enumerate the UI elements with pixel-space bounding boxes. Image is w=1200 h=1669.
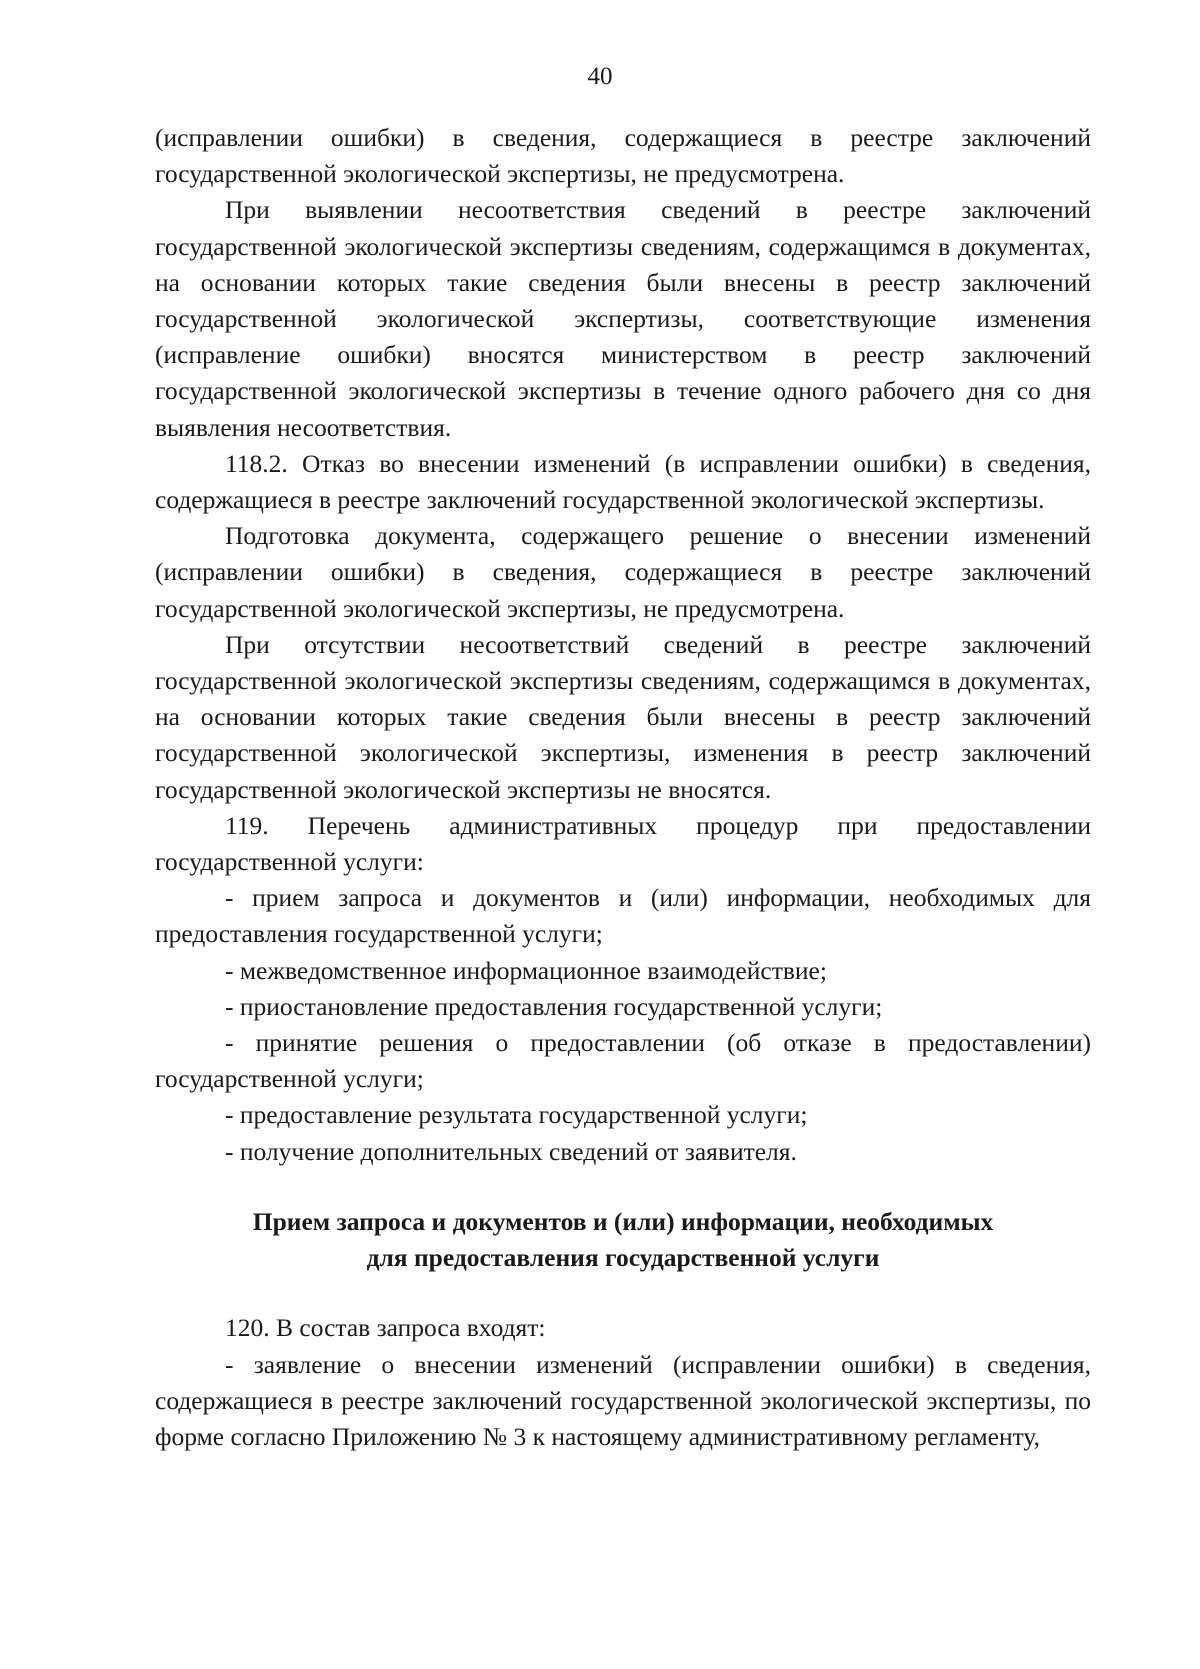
paragraph: 119. Перечень административных процедур при предоставлении государственной услуги: [155, 810, 1091, 877]
paragraph: При отсутствии несоответствий сведений в реестре заключений государственной экологической экспертизы сведениям, содержащимся в документах, на основании которых такие сведения были внесены в реестр заключений государственной экологической экспертизы, изменения в реестр заключений государственной экологической экспертизы не вносятся. [155, 629, 1091, 804]
paragraph: (исправлении ошибки) в сведения, содержащиеся в реестре заключений государственной экологической экспертизы, не предусмотрена. [155, 123, 1091, 189]
paragraph: 120. В состав запроса входят: [225, 1313, 546, 1343]
list-item: - принятие решения о предоставлении (об отказе в предоставлении) государственной услуги; [155, 1028, 1091, 1094]
list-item: - приостановление предоставления государственной услуги; [225, 991, 883, 1021]
spacer [155, 1276, 1091, 1310]
section-heading-line: для предоставления государственной услуги [366, 1243, 880, 1273]
list-item: - получение дополнительных сведений от заявителя. [225, 1136, 797, 1166]
section-heading [155, 1204, 1091, 1276]
list-item: - межведомственное информационное взаимодействие; [225, 955, 827, 985]
list-item: - предоставление результата государственной услуги; [225, 1100, 808, 1130]
paragraph: Подготовка документа, содержащего решение о внесении изменений (исправлении ошибки) в сведения, содержащиеся в реестре заключений государственной экологической экспертизы, не предусмотрена. [155, 521, 1091, 623]
list-item: - прием запроса и документов и (или) информации, необходимых для предоставления государственной услуги; [155, 883, 1091, 949]
page-number: 40 [587, 63, 613, 90]
paragraph: При выявлении несоответствия сведений в реестре заключений государственной экологической экспертизы сведениям, содержащимся в документах, на основании которых такие сведения были внесены в реестр заключений государственной экологической экспертизы, соответствующие изменения (исправление ошибки) вносятся министерством в реестр заключений государственной экологической экспертизы в течение одного рабочего дня со дня выявления несоответствия. [155, 195, 1091, 442]
document-body [155, 120, 1091, 1455]
paragraph: 118.2. Отказ во внесении изменений (в исправлении ошибки) в сведения, содержащиеся в реестре заключений государственной экологической экспертизы. [155, 448, 1091, 515]
section-heading-line: Прием запроса и документов и (или) информации, необходимых [252, 1206, 994, 1236]
list-item: - заявление о внесении изменений (исправлении ошибки) в сведения, содержащиеся в реестре заключений государственной экологической экспертизы, по форме согласно Приложению № 3 к настоящему административному регламенту, [155, 1349, 1091, 1451]
